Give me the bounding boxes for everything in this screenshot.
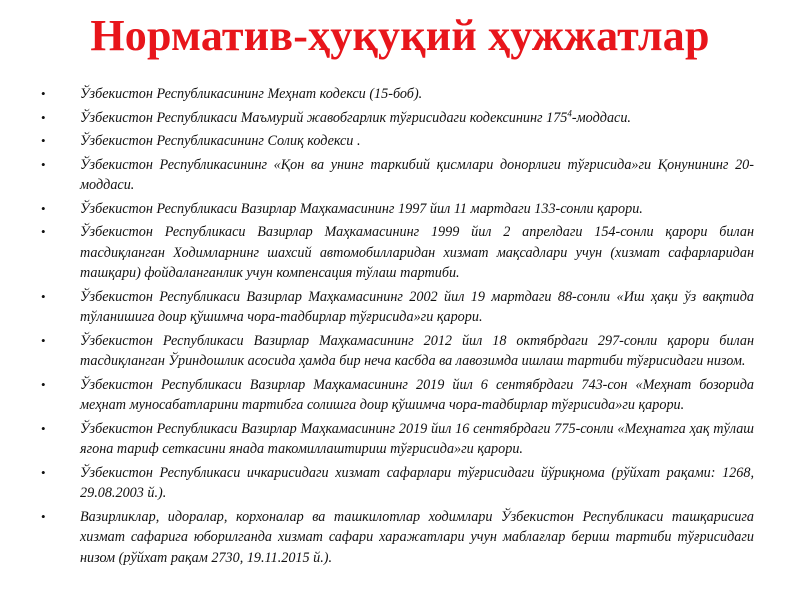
list-item (30, 375, 754, 416)
list-item (30, 155, 754, 196)
bullet: • (41, 200, 46, 216)
bullet: • (41, 376, 46, 392)
list-item (30, 222, 754, 284)
list-item (30, 463, 754, 504)
bullet: • (41, 109, 46, 125)
list-item-text: Ўзбекистон Республикасининг Меҳнат кодекси (15-боб). (80, 86, 423, 102)
bullet: • (41, 464, 46, 480)
bullet: • (41, 86, 46, 101)
list-item-text: Ўзбекистон Республикаси Вазирлар Маҳкамасининг 2002 йил 19 мартдаги 88-сонли «Иш ҳақи ўз вақтида тўланишига доир қўшимча чора-тадбирлар тўғрисида»ги қарори. (80, 288, 754, 325)
list-item (30, 331, 754, 372)
superscript: 4 (567, 107, 572, 118)
bullet: • (41, 332, 46, 348)
list-item (30, 131, 754, 152)
list-item-text: Ўзбекистон Республикаси ичкарисидаги хизмат сафарлари тўғрисидаги йўриқнома (рўйхат рақами: 1268, 29.08.2003 й.). (80, 464, 754, 501)
list-item-text: Ўзбекистон Республикаси Вазирлар Маҳкамасининг 1997 йил 11 мартдаги 133-сонли қарори. (80, 200, 643, 217)
bullet: • (41, 420, 46, 436)
list-item-text: Ўзбекистон Республикаси Вазирлар Маҳкамасининг 2019 йил 6 сентябрдаги 743-сон «Меҳнат бозорида меҳнат муносабатларини тартибга солишга доир қўшимча чора-тадбирлар тўғрисида»ги қарори. (80, 376, 754, 413)
list-item (30, 419, 754, 460)
bullet: • (41, 133, 46, 148)
document-list (30, 84, 754, 571)
list-item (30, 507, 754, 569)
list-item-text: Вазирликлар, идоралар, корхоналар ва ташкилотлар ходимлари Ўзбекистон Республикаси ташқарисига хизмат сафарига юборилганда хизмат сафари харажатлари учун маблағлар бериш тартиби тўғрисидаги низом (рўйхат рақам 2730, 19.11.2015 й.). (80, 508, 754, 566)
list-item (30, 287, 754, 328)
list-item-text: Ўзбекистон Республикаси Вазирлар Маҳкамасининг 2019 йил 16 сентябрдаги 775-сонли «Меҳнатга ҳақ тўлаш ягона тариф сеткасини янада такомиллаштириш тўғрисида»ги қарори. (80, 420, 754, 457)
bullet: • (41, 156, 46, 172)
list-item-text: Ўзбекистон Республикаси Вазирлар Маҳкамасининг 2012 йил 18 октябрдаги 297-сонли қарори билан тасдиқланган Ўриндошлик асосида ҳамда бир неча касбда ва лавозимда ишлаш тартиби тўғрисидаги низом. (80, 332, 754, 369)
list-item-text: Ўзбекистон Республикасининг «Қон ва унинг таркибий қисмлари донорлиги тўғрисида»ги Қонунининг 20-моддаси. (80, 156, 754, 193)
list-item (30, 199, 754, 220)
list-item-text: Ўзбекистон Республикасининг Солиқ кодекси . (80, 133, 361, 149)
list-item-text: Ўзбекистон Республикаси Вазирлар Маҳкамасининг 1999 йил 2 апрелдаги 154-сонли қарори билан тасдиқланган Ходимларнинг шахсий автомобилларидан хизмат мақсадлари учун (хизмат сафарларидан ташқари) фойдаланганлик учун компенсация тўлаш тартиби. (80, 224, 754, 281)
list-item-text: Ўзбекистон Республикаси Маъмурий жавобгарлик тўғрисидаги кодексининг 175 (80, 109, 568, 126)
list-item (30, 84, 754, 105)
list-item (30, 108, 754, 129)
bullet: • (41, 508, 46, 524)
list-item-text-tail: -моддаси. (571, 109, 631, 126)
page-title: Норматив-ҳуқуқий ҳужжатлар (90, 11, 710, 60)
bullet: • (41, 224, 46, 239)
bullet: • (41, 288, 46, 304)
